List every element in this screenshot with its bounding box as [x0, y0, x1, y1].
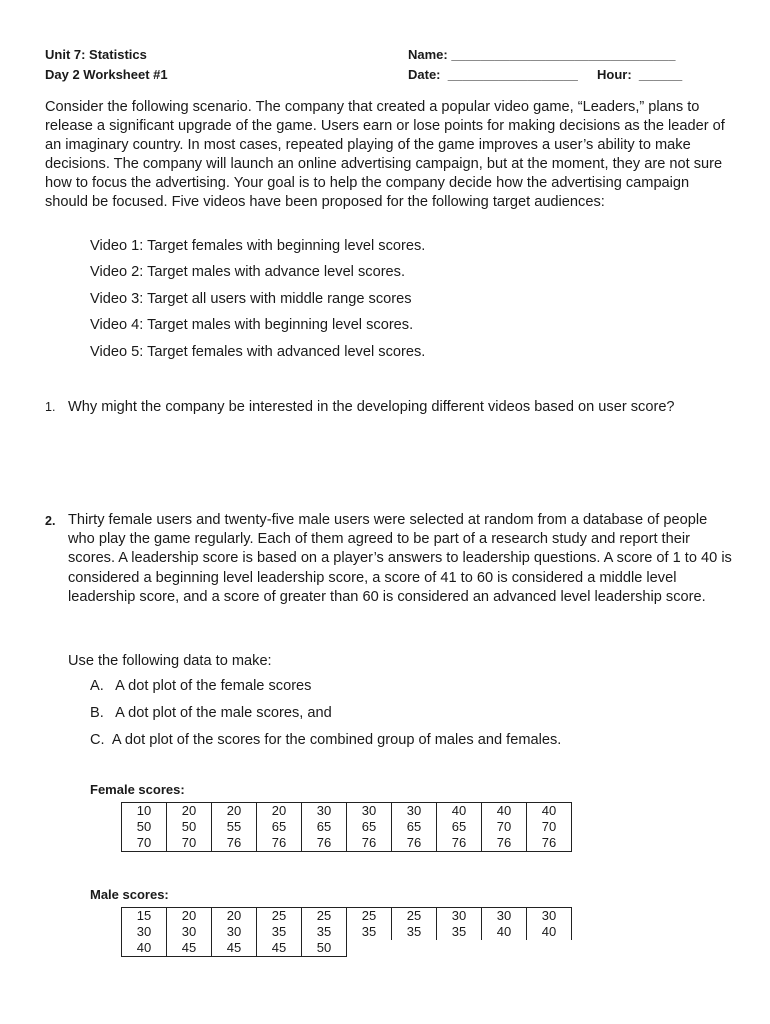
score-cell: 20: [212, 803, 257, 820]
date-field[interactable]: Date: __________________: [408, 67, 578, 82]
score-cell: 76: [257, 835, 302, 852]
score-cell: 40: [527, 924, 572, 940]
female-scores-label: Female scores:: [90, 782, 185, 797]
score-cell: 76: [347, 835, 392, 852]
score-cell: 40: [527, 803, 572, 820]
score-cell: 65: [437, 819, 482, 835]
score-cell: 76: [527, 835, 572, 852]
score-cell: 70: [527, 819, 572, 835]
score-cell: 20: [212, 908, 257, 925]
score-cell: 45: [212, 940, 257, 957]
scenario-text: Consider the following scenario. The company that created a popular video game, “Leaders,” plans to release a significant upgrade of the game. Users earn or lose points for making decisions as the leader of an imaginary country. In most cases, repeated playing of the game improves a user’s ability to make decisions. The company will launch an online advertising campaign, but at the moment, they are not sure how to focus the advertising. Your goal is to help the company decide how the advertising campaign should be focused. Five videos have been proposed for the following target audiences:: [45, 99, 725, 211]
score-cell: 30: [302, 803, 347, 820]
table-row: [122, 819, 572, 835]
table-row: [122, 924, 572, 940]
question-1-number: 1.: [45, 400, 56, 414]
scenario-intro: [45, 98, 735, 213]
score-cell: 70: [122, 835, 167, 852]
score-cell: 76: [482, 835, 527, 852]
score-cell: 55: [212, 819, 257, 835]
score-cell: 65: [392, 819, 437, 835]
score-cell: 20: [257, 803, 302, 820]
score-cell: 25: [257, 908, 302, 925]
hour-field[interactable]: Hour: ______: [597, 67, 683, 82]
score-cell: 40: [437, 803, 482, 820]
score-cell: 25: [392, 908, 437, 925]
question-2-body: [68, 511, 733, 607]
score-cell: 15: [122, 908, 167, 925]
score-cell: 20: [167, 908, 212, 925]
empty-cell: [392, 940, 437, 957]
score-cell: 25: [347, 908, 392, 925]
question-2-number: 2.: [45, 514, 56, 528]
score-cell: 35: [392, 924, 437, 940]
table-row: [122, 940, 572, 957]
unit-title: Unit 7: Statistics: [45, 47, 147, 62]
score-cell: 35: [437, 924, 482, 940]
male-scores-label: Male scores:: [90, 887, 169, 902]
score-cell: 65: [347, 819, 392, 835]
score-cell: 50: [167, 819, 212, 835]
score-cell: 30: [167, 924, 212, 940]
table-row: [122, 803, 572, 820]
score-cell: 65: [257, 819, 302, 835]
score-cell: 30: [482, 908, 527, 925]
score-cell: 30: [122, 924, 167, 940]
score-cell: 40: [122, 940, 167, 957]
score-cell: 25: [302, 908, 347, 925]
score-cell: 35: [302, 924, 347, 940]
video-item: Video 3: Target all users with middle range scores: [90, 291, 412, 307]
score-cell: 35: [347, 924, 392, 940]
task-c: C. A dot plot of the scores for the combined group of males and females.: [90, 732, 562, 748]
score-cell: 40: [482, 924, 527, 940]
score-cell: 35: [257, 924, 302, 940]
score-cell: 30: [527, 908, 572, 925]
empty-cell: [347, 940, 392, 957]
score-cell: 76: [212, 835, 257, 852]
task-b: B. A dot plot of the male scores, and: [90, 705, 332, 721]
score-cell: 76: [437, 835, 482, 852]
score-cell: 65: [302, 819, 347, 835]
name-field[interactable]: Name: _______________________________: [408, 47, 676, 62]
score-cell: 45: [167, 940, 212, 957]
score-cell: 76: [302, 835, 347, 852]
video-item: Video 2: Target males with advance level scores.: [90, 264, 406, 280]
score-cell: 50: [122, 819, 167, 835]
score-cell: 10: [122, 803, 167, 820]
score-cell: 30: [437, 908, 482, 925]
table-row: [122, 835, 572, 852]
empty-cell: [437, 940, 482, 957]
score-cell: 30: [347, 803, 392, 820]
table-row: [122, 908, 572, 925]
worksheet-title: Day 2 Worksheet #1: [45, 67, 168, 82]
score-cell: 50: [302, 940, 347, 957]
video-item: Video 5: Target females with advanced level scores.: [90, 344, 426, 360]
video-item: Video 1: Target females with beginning level scores.: [90, 238, 426, 254]
score-cell: 70: [167, 835, 212, 852]
score-cell: 20: [167, 803, 212, 820]
score-cell: 45: [257, 940, 302, 957]
video-item: Video 4: Target males with beginning level scores.: [90, 317, 414, 333]
female-scores-table: [121, 802, 572, 852]
empty-cell: [527, 940, 572, 957]
score-cell: 40: [482, 803, 527, 820]
score-cell: 30: [392, 803, 437, 820]
score-cell: 30: [212, 924, 257, 940]
male-scores-table: [121, 907, 572, 957]
score-cell: 76: [392, 835, 437, 852]
use-following-text: Use the following data to make:: [68, 653, 272, 669]
question-2-text: Thirty female users and twenty-five male users were selected at random from a database of people who play the game regularly. Each of them agreed to be part of a research study and report their scores. A leadership score is based on a player’s answers to leadership questions. A score of 1 to 40 is considered a beginning level leadership score, a score of 41 to 60 is considered a middle level leadership score, and a score of greater than 60 is considered an advanced level leadership score.: [68, 512, 732, 605]
task-a: A. A dot plot of the female scores: [90, 678, 312, 694]
empty-cell: [482, 940, 527, 957]
question-1-text: Why might the company be interested in the developing different videos based on user score?: [68, 399, 675, 415]
score-cell: 70: [482, 819, 527, 835]
